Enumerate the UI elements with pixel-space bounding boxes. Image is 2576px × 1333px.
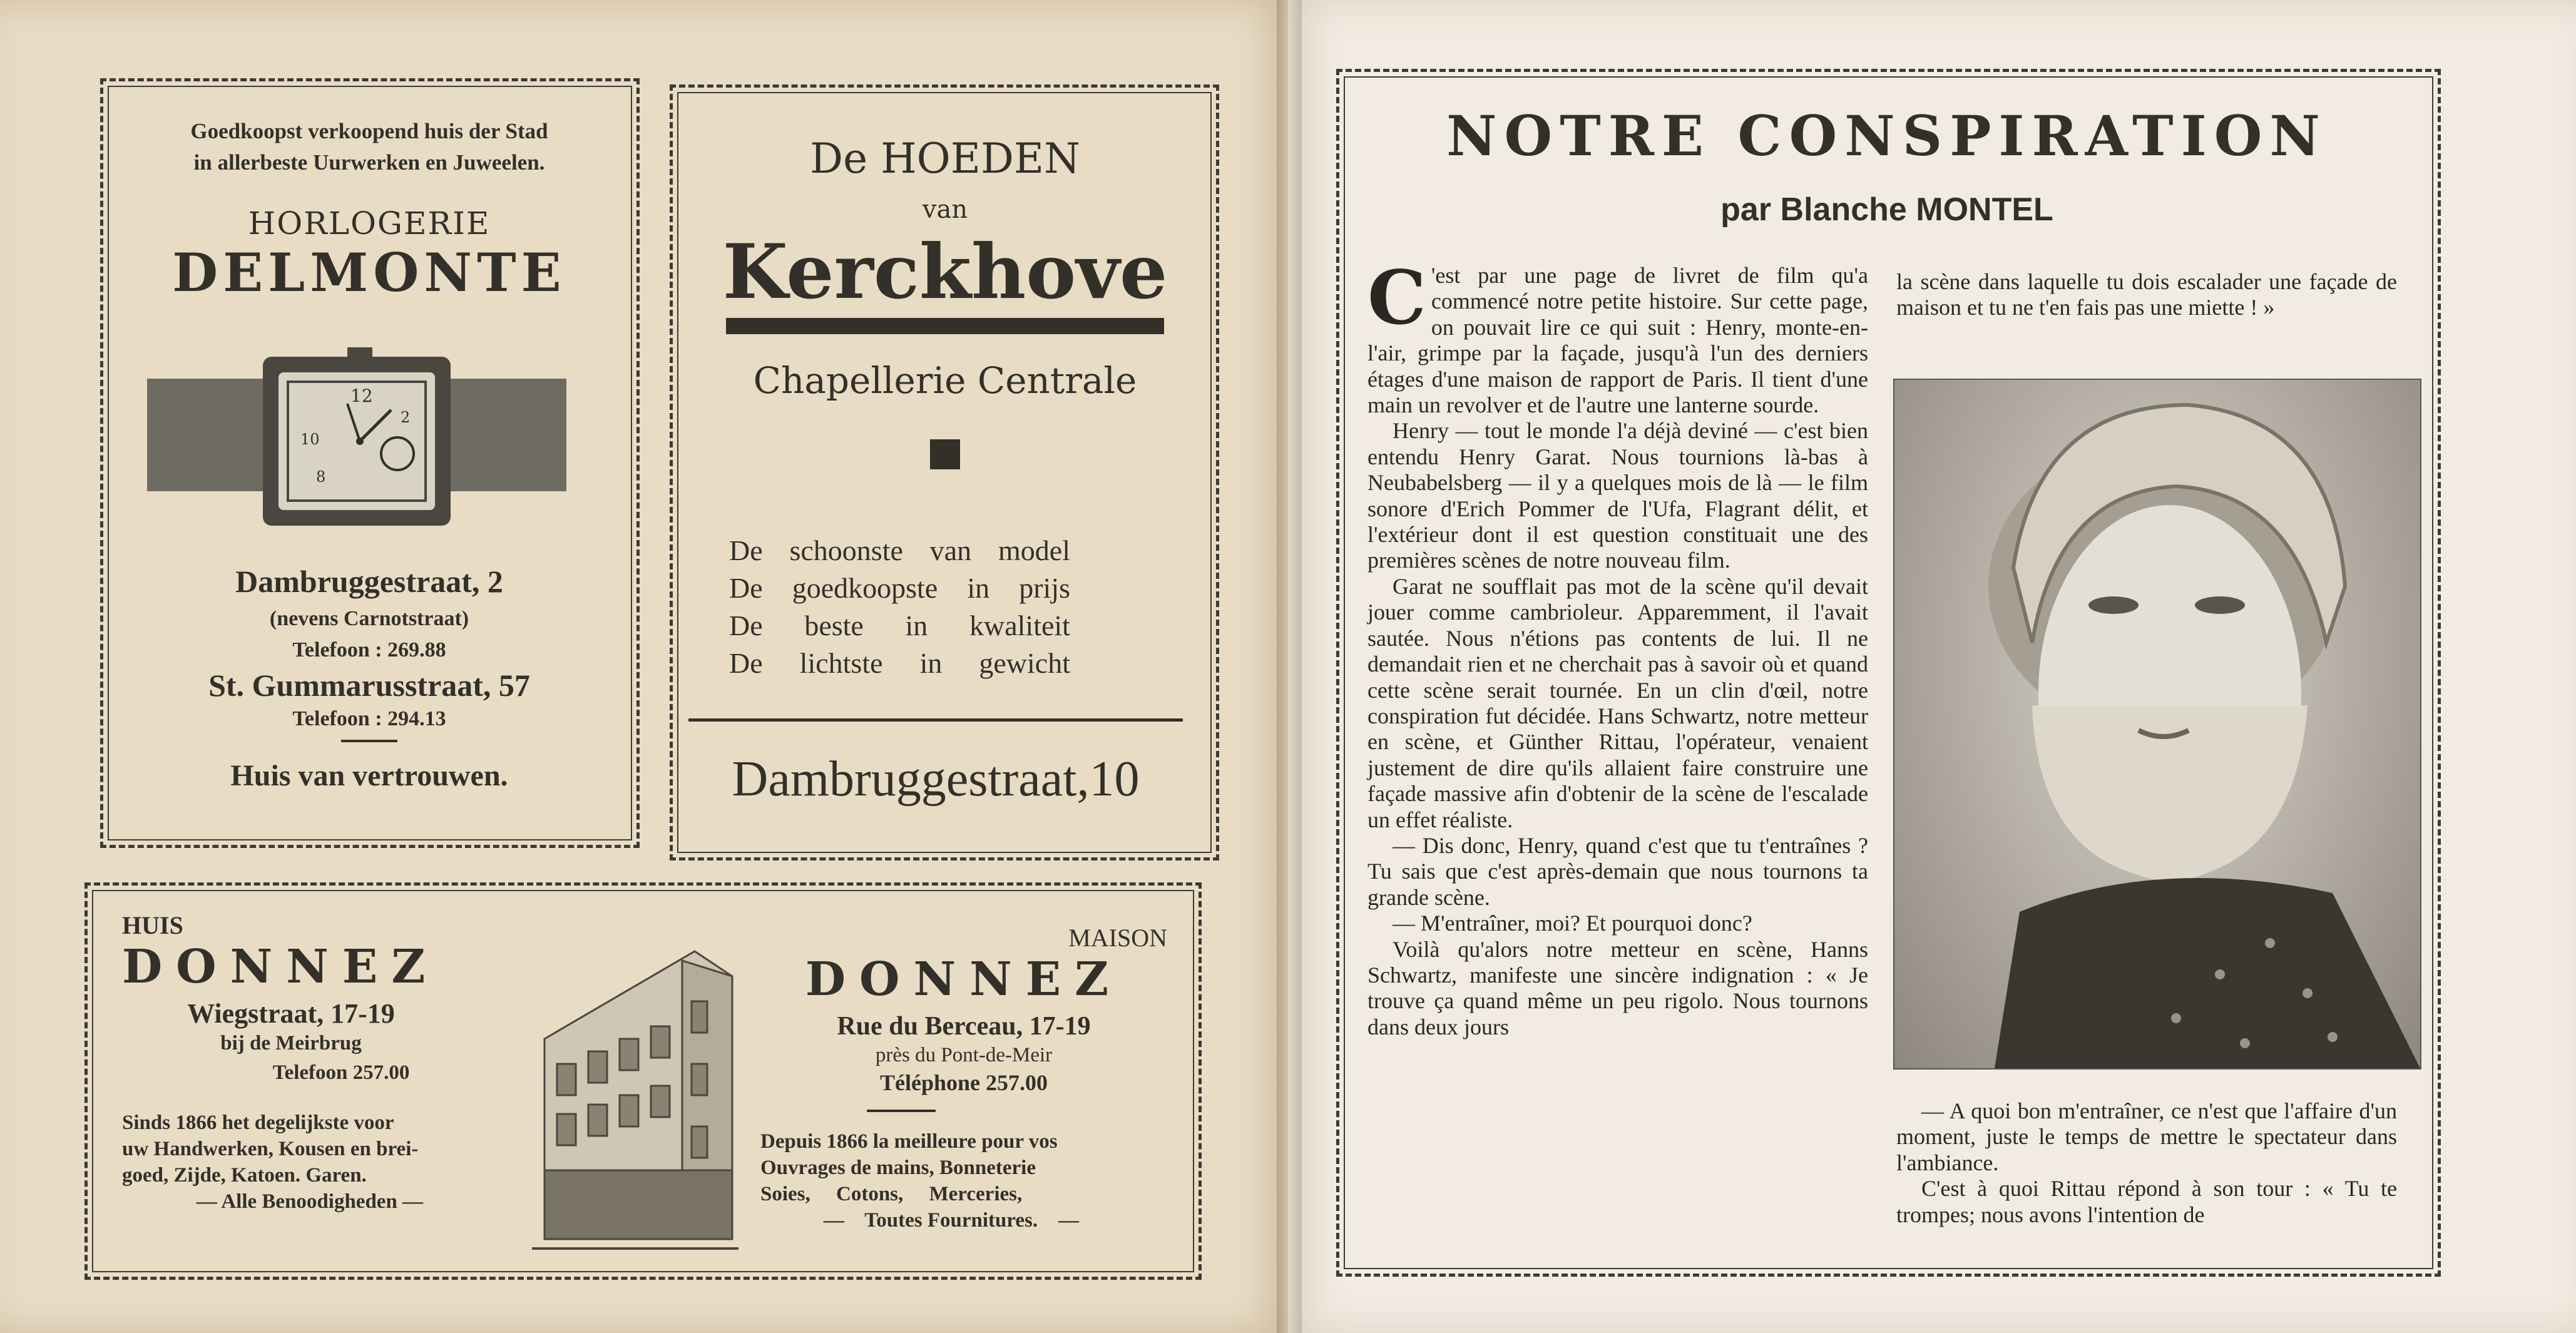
portrait-photo — [1893, 379, 2421, 1070]
svg-text:8: 8 — [316, 468, 326, 486]
donnez-near-left: bij de Meirbrug — [220, 1032, 362, 1055]
kerckhove-list-item: De lichtste in gewicht — [729, 647, 1070, 679]
article-paragraph: — M'entraîner, moi? Et pourquoi donc? — [1393, 911, 1752, 936]
kerckhove-name-underline — [726, 318, 1164, 334]
article-paragraph: C'est à quoi Rittau répond à son tour : « Tu te trompes; nous avons l'intention de — [1896, 1176, 2397, 1227]
article-byline: par Blanche MONTEL — [1720, 192, 2053, 228]
ad-kerckhove — [695, 135, 1195, 469]
kerckhove-name: Kerckhove — [722, 228, 1168, 316]
ad-delmonte — [119, 119, 620, 304]
book-gutter — [1277, 0, 1302, 1333]
article-column-2-top: la scène dans laquelle tu dois escalader une façade de maison et tu ne t'en fais pas une miette ! » — [1896, 269, 2397, 320]
delmonte-address1: Dambruggestraat, 2 — [235, 564, 503, 599]
donnez-huis: HUIS — [122, 911, 183, 939]
shop-building-illustration — [532, 939, 739, 1258]
article-paragraph: Henry — tout le monde l'a déjà deviné — c'est bien entendu Henry Garat. Nous tournions là-bas à Neubabelsberg — il y a quelques mois de là — le film sonore d'Erich Pommer de l'Ufa, Flagrant délit, et l'extérieur dont il est question constituait une des premières scènes de notre nouveau film. — [1367, 418, 1868, 573]
delmonte-line2: in allerbeste Uurwerken en Juweelen. — [193, 150, 545, 175]
delmonte-address1-note: (nevens Carnotstraat) — [269, 607, 469, 630]
donnez-desc-right: Depuis 1866 la meilleure pour vos Ouvrages de mains, Bonneterie Soies, Cotons, Merceries, — Toutes Fournitures. — — [760, 1130, 1080, 1232]
kerckhove-divider — [688, 718, 1183, 722]
kerckhove-line1: De HOEDEN — [810, 135, 1080, 183]
article-paragraph: Garat ne soufflait pas mot de la scène qu'il devait jouer comme cambrioleur. Apparemment, il l'avait sautée. Nous n'étions pas contents de lui. Il ne demandait rien et ne cherchait pas à savoir où et quand cette scène serait tournée. En un clin d'œil, notre conspiration fut décidée. Hans Schwartz, notre metteur en scène, et Günther Rittau, l'opérateur, venaient justement de dire qu'ils allaient faire construire une façade massive afin d'obtenir de la scène de l'escalade un effet réaliste. — [1367, 573, 1868, 832]
donnez-phone-left: Telefoon 257.00 — [272, 1061, 410, 1084]
delmonte-phone2: Telefoon : 294.13 — [292, 707, 446, 730]
kerckhove-list-item: De beste in kwaliteit — [729, 610, 1070, 641]
delmonte-name: DELMONTE — [172, 242, 566, 304]
donnez-phone-right: Téléphone 257.00 — [879, 1070, 1048, 1095]
delmonte-line1: Goedkoopst verkoopend huis der Stad — [190, 119, 548, 143]
donnez-name-left: DONNEZ — [122, 940, 439, 994]
article-paragraph: — A quoi bon m'entraîner, ce n'est que l'affaire d'un moment, juste le temps de mettre le spectateur dans l'ambiance. — [1896, 1098, 2397, 1175]
article-paragraph: Voilà qu'alors notre metteur en scène, Hanns Schwartz, manifeste une sincère indignation : « Je trouve ça quand même un peu rigolo. Nous tournons dans deux jours — [1367, 936, 1868, 1039]
article-title: NOTRE CONSPIRATION — [1446, 103, 2328, 168]
kerckhove-list-item: De goedkoopste in prijs — [729, 572, 1070, 604]
donnez-maison: MAISON — [1068, 924, 1167, 952]
article-paragraph: — Dis donc, Henry, quand c'est que tu t'entraînes ? Tu sais que c'est après-demain que nous tournons ta grande scène. — [1367, 832, 1868, 910]
kerckhove-square-ornament — [930, 439, 960, 469]
delmonte-addresses — [119, 563, 620, 793]
donnez-name-right: DONNEZ — [805, 953, 1123, 1006]
article-paragraph: C 'est par une page de livret de film qu'a commencé notre petite histoire. Sur cette page, on pouvait lire ce qui suit : Henry, monte-en-l'air, grimpe par la façade, jusqu'à l'un des derniers étages d'une maison de rapport de Paris. Il tient d'une main un revolver et de l'autre une lanterne sourde. — [1367, 254, 1868, 418]
kerckhove-address: Dambruggestraat,10 — [732, 752, 1140, 807]
article-column-2-bottom — [1896, 1098, 2397, 1228]
delmonte-slogan: Huis van vertrouwen. — [230, 759, 508, 792]
svg-text:10: 10 — [300, 431, 320, 448]
svg-text:12: 12 — [350, 386, 373, 406]
ad-donnez-left — [122, 911, 510, 1215]
delmonte-address2: St. Gummarusstraat, 57 — [208, 668, 530, 703]
donnez-addr-left: Wiegstraat, 17-19 — [187, 998, 395, 1029]
donnez-near-right: près du Pont-de-Meir — [875, 1044, 1053, 1066]
delmonte-kicker: HORLOGERIE — [248, 205, 491, 242]
donnez-divider — [867, 1110, 936, 1112]
delmonte-phone1: Telefoon : 269.88 — [292, 638, 446, 661]
wristwatch-illustration — [144, 344, 570, 544]
article-column-1 — [1367, 254, 1868, 1040]
kerckhove-line2: van — [922, 195, 968, 224]
kerckhove-subtitle: Chapellerie Centrale — [753, 359, 1137, 402]
donnez-desc-left: Sinds 1866 het degelijkste voor uw Handwerken, Kousen en brei- goed, Zijde, Katoen. Garen. — Alle Benoodigheden — — [122, 1111, 424, 1213]
portrait-figure — [1894, 380, 2420, 1068]
kerckhove-list-item: De schoonste van model — [729, 534, 1070, 566]
delmonte-divider — [341, 740, 397, 742]
kerckhove-list — [729, 532, 1070, 682]
svg-text:2: 2 — [401, 409, 411, 426]
ad-donnez-right — [760, 923, 1167, 1233]
dropcap: C — [1367, 254, 1426, 341]
donnez-addr-right: Rue du Berceau, 17-19 — [837, 1012, 1091, 1041]
